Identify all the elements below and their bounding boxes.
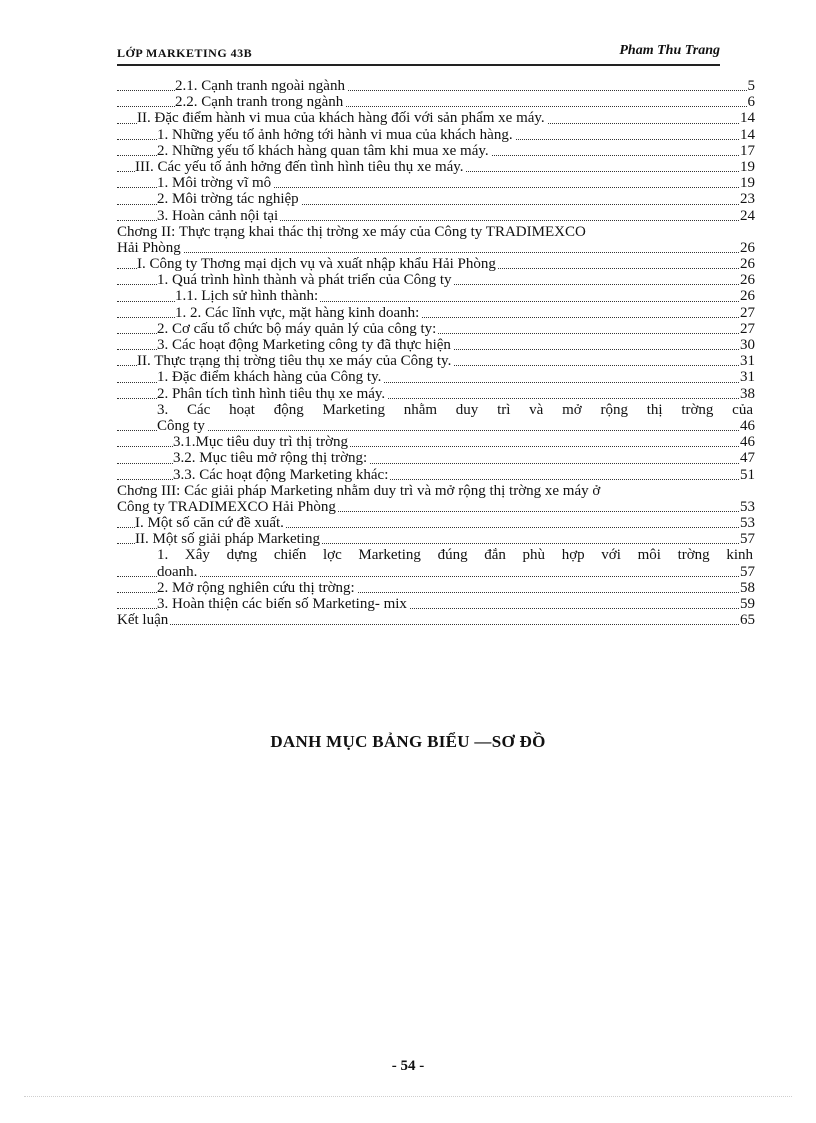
toc-entry-page-number: 14 bbox=[740, 126, 755, 143]
toc-entry[interactable] bbox=[117, 369, 755, 385]
toc-entry[interactable] bbox=[117, 483, 755, 499]
toc-entry[interactable] bbox=[117, 288, 755, 304]
toc-entry[interactable] bbox=[117, 175, 755, 191]
toc-entry-page-number: 19 bbox=[740, 158, 755, 175]
toc-entry[interactable] bbox=[117, 272, 755, 288]
toc-entry-page-number: 17 bbox=[740, 142, 755, 159]
toc-entry[interactable] bbox=[117, 596, 755, 612]
toc-entry[interactable] bbox=[117, 94, 755, 110]
toc-entry[interactable] bbox=[117, 337, 755, 353]
toc-entry[interactable] bbox=[117, 256, 755, 272]
toc-entry-title: Công ty bbox=[157, 417, 205, 434]
toc-entry[interactable] bbox=[117, 612, 755, 628]
toc-entry-title: Kết luận bbox=[117, 612, 169, 629]
toc-entry-page-number: 53 bbox=[740, 498, 755, 515]
toc-entry[interactable] bbox=[117, 143, 755, 159]
toc-entry-page-number: 24 bbox=[740, 207, 755, 224]
toc-entry-title: II. Thực trạng thị trờng tiêu thụ xe máy của Công ty. bbox=[137, 353, 452, 370]
toc-entry-page-number: 46 bbox=[740, 417, 755, 434]
toc-entry[interactable] bbox=[117, 531, 755, 547]
toc-entry[interactable] bbox=[117, 110, 755, 126]
toc-entry-title: I. Một số căn cứ đề xuất. bbox=[135, 515, 284, 532]
toc-entry-title: 1. Những yếu tố ảnh hởng tới hành vi mua của khách hàng. bbox=[157, 126, 513, 143]
toc-entry-page-number: 53 bbox=[740, 515, 755, 532]
toc-entry-title: 2.2. Cạnh tranh trong ngành bbox=[175, 94, 344, 111]
toc-entry[interactable] bbox=[117, 353, 755, 369]
toc-entry-page-number: 26 bbox=[740, 256, 755, 273]
toc-entry-page-number: 27 bbox=[740, 304, 755, 321]
toc-entry-title: 2.1. Cạnh tranh ngoài ngành bbox=[175, 78, 345, 94]
toc-entry[interactable] bbox=[117, 499, 755, 515]
toc-entry-page-number: 26 bbox=[740, 288, 755, 305]
toc-entry-title: 1. 2. Các lĩnh vực, mặt hàng kinh doanh: bbox=[175, 304, 420, 321]
toc-entry-title: Chơng II: Thực trạng khai thác thị trờng xe máy của Công ty TRADIMEXCO bbox=[117, 223, 586, 240]
toc-entry[interactable] bbox=[117, 78, 755, 94]
toc-entry-page-number: 58 bbox=[740, 579, 755, 596]
toc-entry[interactable] bbox=[117, 240, 755, 256]
toc-entry[interactable] bbox=[117, 321, 755, 337]
page-number: - 54 - bbox=[391, 1058, 425, 1074]
toc-entry-title: 2. Phân tích tình hình tiêu thụ xe máy. bbox=[157, 385, 386, 402]
toc-entry-page-number: 57 bbox=[740, 531, 755, 548]
toc-entry-title: 3. Hoàn cảnh nội tại bbox=[157, 207, 279, 224]
toc-entry[interactable] bbox=[117, 127, 755, 143]
footer-divider bbox=[24, 1096, 792, 1097]
toc-entry-title: II. Một số giải pháp Marketing bbox=[135, 531, 320, 548]
toc-entry-title: 1. Đặc điểm khách hàng của Công ty. bbox=[157, 369, 382, 386]
toc-entry-page-number: 19 bbox=[740, 175, 755, 192]
toc-entry-title: 2. Mở rộng nghiên cứu thị trờng: bbox=[157, 579, 355, 596]
toc-entry[interactable] bbox=[117, 515, 755, 531]
toc-entry-title: 1.1. Lịch sử hình thành: bbox=[175, 288, 319, 305]
toc-entry[interactable] bbox=[117, 208, 755, 224]
toc-entry-title: 1. Môi trờng vĩ mô bbox=[157, 175, 272, 192]
toc-entry-title: 3.1.Mục tiêu duy trì thị trờng bbox=[173, 434, 348, 451]
toc-entry-title: 2. Môi trờng tác nghiệp bbox=[157, 191, 299, 208]
list-of-tables-heading: DANH MỤC BẢNG BIỂU —SƠ ĐỒ bbox=[270, 732, 546, 751]
header-author-name: Pham Thu Trang bbox=[619, 43, 720, 58]
toc-entry-page-number: 51 bbox=[740, 466, 755, 483]
toc-entry[interactable] bbox=[117, 386, 755, 402]
toc-entry-page-number: 30 bbox=[740, 337, 755, 353]
toc-entry[interactable] bbox=[117, 547, 755, 563]
toc-entry-title: III. Các yếu tố ảnh hởng đến tình hình tiêu thụ xe máy. bbox=[135, 158, 464, 175]
toc-entry-title: 2. Những yếu tố khách hàng quan tâm khi mua xe máy. bbox=[157, 142, 489, 159]
toc-entry[interactable] bbox=[117, 467, 755, 483]
toc-entry-title: 3. Các hoạt động Marketing nhằm duy trì và mở rộng thị trờng của bbox=[157, 401, 753, 418]
toc-entry-page-number: 65 bbox=[740, 612, 755, 629]
toc-entry[interactable] bbox=[117, 402, 755, 418]
toc-entry-title: II. Đặc điểm hành vi mua của khách hàng đối với sản phẩm xe máy. bbox=[137, 110, 545, 127]
toc-entry-page-number: 5 bbox=[747, 78, 755, 94]
toc-entry[interactable] bbox=[117, 450, 755, 466]
toc-entry-page-number: 27 bbox=[740, 320, 755, 337]
toc-entry-title: doanh. bbox=[157, 563, 198, 580]
toc-entry-title: Chơng III: Các giải pháp Marketing nhằm duy trì và mở rộng thị trờng xe máy ở bbox=[117, 482, 601, 499]
toc-entry-page-number: 47 bbox=[740, 450, 755, 467]
toc-entry-title: 3.3. Các hoạt động Marketing khác: bbox=[173, 466, 389, 483]
toc-entry[interactable] bbox=[117, 224, 755, 240]
toc-entry-title: 3. Hoàn thiện các biến số Marketing- mix bbox=[157, 596, 407, 612]
toc-entry-page-number: 23 bbox=[740, 191, 755, 208]
toc-entry[interactable] bbox=[117, 418, 755, 434]
toc-entry-page-number: 57 bbox=[740, 563, 755, 580]
toc-entry[interactable] bbox=[117, 305, 755, 321]
toc-entry-page-number: 14 bbox=[740, 110, 755, 127]
toc-entry[interactable] bbox=[117, 434, 755, 450]
toc-entry-page-number: 31 bbox=[740, 353, 755, 370]
toc-entry-title: Hải Phòng bbox=[117, 239, 181, 256]
toc-entry-title: 1. Quá trình hình thành và phát triển của Công ty bbox=[157, 272, 452, 289]
toc-entry-page-number: 46 bbox=[740, 434, 755, 451]
toc-entry[interactable] bbox=[117, 191, 755, 207]
toc-entry-page-number: 31 bbox=[740, 369, 755, 386]
header-course-label: LỚP MARKETING 43B bbox=[117, 46, 253, 60]
toc-entry-page-number: 59 bbox=[740, 596, 755, 612]
page-header bbox=[117, 43, 720, 66]
toc-entry-page-number: 6 bbox=[747, 94, 755, 111]
toc-entry-title: 3.2. Mục tiêu mở rộng thị trờng: bbox=[173, 450, 368, 467]
toc-entry-title: Công ty TRADIMEXCO Hải Phòng bbox=[117, 498, 336, 515]
toc-entry-page-number: 38 bbox=[740, 385, 755, 402]
toc-entry[interactable] bbox=[117, 159, 755, 175]
toc-entry-title: 1. Xây dựng chiến lợc Marketing đúng đắn phù hợp với môi trờng kinh bbox=[157, 547, 753, 564]
toc-entry-title: I. Công ty Thơng mại dịch vụ và xuất nhập khẩu Hải Phòng bbox=[137, 256, 496, 273]
toc-entry-title: 2. Cơ cấu tổ chức bộ máy quản lý của công ty: bbox=[157, 320, 437, 337]
toc-entry-page-number: 26 bbox=[740, 272, 755, 289]
table-of-contents bbox=[117, 78, 755, 628]
toc-entry-page-number: 26 bbox=[740, 239, 755, 256]
toc-entry[interactable] bbox=[117, 564, 755, 580]
toc-entry[interactable] bbox=[117, 580, 755, 596]
toc-entry-title: 3. Các hoạt động Marketing công ty đã thực hiện bbox=[157, 337, 451, 353]
